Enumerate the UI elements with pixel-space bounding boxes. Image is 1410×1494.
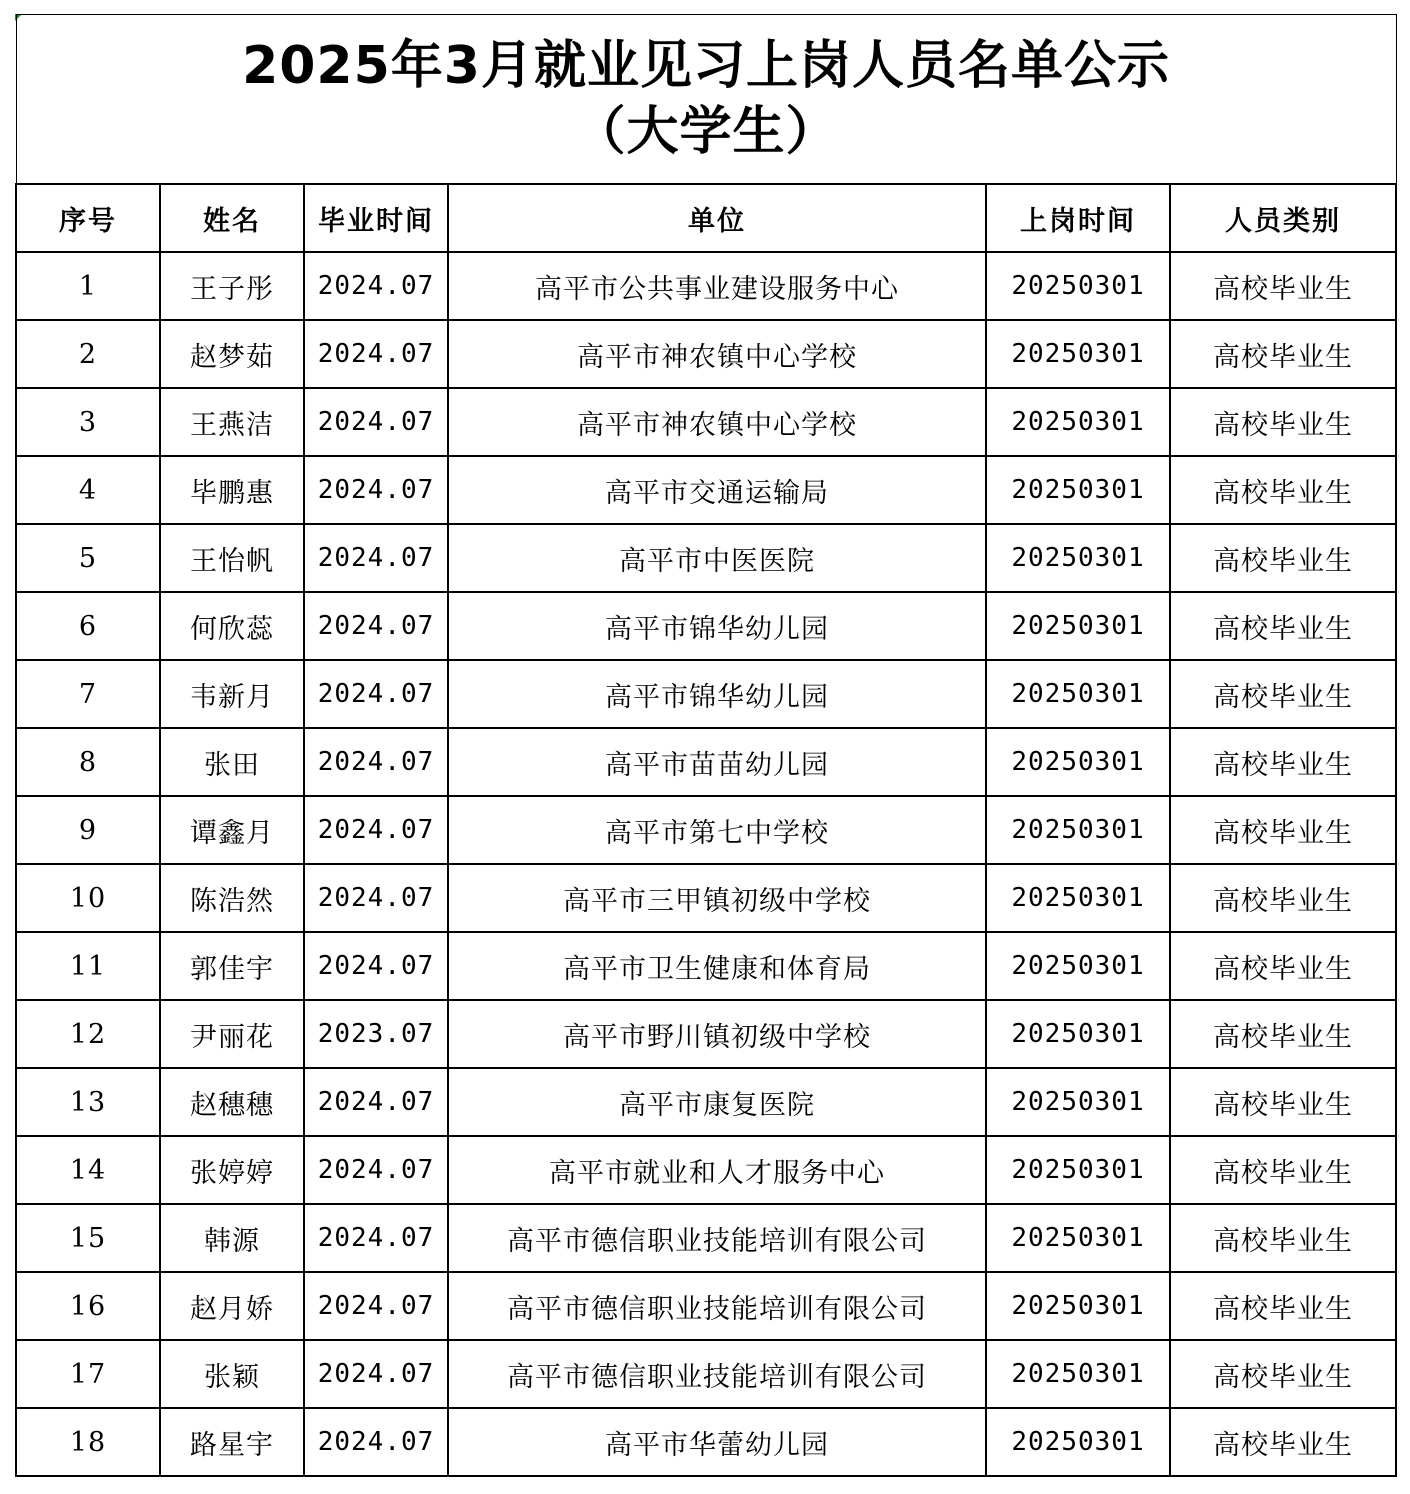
person-name: 毕鹏惠 <box>160 456 304 524</box>
table-row <box>16 932 1396 1000</box>
graduation-date: 2024.07 <box>304 456 448 524</box>
person-category: 高校毕业生 <box>1170 456 1396 524</box>
person-name: 赵梦茹 <box>160 320 304 388</box>
column-header-unit: 单位 <box>448 184 986 252</box>
person-name: 郭佳宇 <box>160 932 304 1000</box>
person-name: 赵穗穗 <box>160 1068 304 1136</box>
row-index: 11 <box>16 932 160 1000</box>
person-name: 王燕洁 <box>160 388 304 456</box>
person-category: 高校毕业生 <box>1170 1340 1396 1408</box>
row-index: 5 <box>16 524 160 592</box>
start-date: 20250301 <box>986 1000 1170 1068</box>
work-unit: 高平市苗苗幼儿园 <box>448 728 986 796</box>
person-name: 韦新月 <box>160 660 304 728</box>
row-index: 14 <box>16 1136 160 1204</box>
work-unit: 高平市卫生健康和体育局 <box>448 932 986 1000</box>
work-unit: 高平市野川镇初级中学校 <box>448 1000 986 1068</box>
graduation-date: 2024.07 <box>304 932 448 1000</box>
work-unit: 高平市华蕾幼儿园 <box>448 1408 986 1476</box>
row-index: 1 <box>16 252 160 320</box>
start-date: 20250301 <box>986 1136 1170 1204</box>
person-category: 高校毕业生 <box>1170 1272 1396 1340</box>
table-row <box>16 524 1396 592</box>
table-row <box>16 728 1396 796</box>
table-row <box>16 252 1396 320</box>
table-row <box>16 864 1396 932</box>
person-name: 张婷婷 <box>160 1136 304 1204</box>
column-header-name: 姓名 <box>160 184 304 252</box>
table-row <box>16 660 1396 728</box>
work-unit: 高平市锦华幼儿园 <box>448 592 986 660</box>
graduation-date: 2024.07 <box>304 524 448 592</box>
work-unit: 高平市德信职业技能培训有限公司 <box>448 1272 986 1340</box>
start-date: 20250301 <box>986 456 1170 524</box>
person-category: 高校毕业生 <box>1170 660 1396 728</box>
table-row <box>16 1272 1396 1340</box>
header-row <box>16 184 1396 252</box>
start-date: 20250301 <box>986 320 1170 388</box>
row-index: 7 <box>16 660 160 728</box>
person-category: 高校毕业生 <box>1170 1000 1396 1068</box>
work-unit: 高平市第七中学校 <box>448 796 986 864</box>
person-category: 高校毕业生 <box>1170 796 1396 864</box>
start-date: 20250301 <box>986 388 1170 456</box>
person-name: 张颖 <box>160 1340 304 1408</box>
start-date: 20250301 <box>986 1340 1170 1408</box>
start-date: 20250301 <box>986 728 1170 796</box>
person-category: 高校毕业生 <box>1170 320 1396 388</box>
row-index: 16 <box>16 1272 160 1340</box>
graduation-date: 2024.07 <box>304 1408 448 1476</box>
person-name: 何欣蕊 <box>160 592 304 660</box>
table-row <box>16 592 1396 660</box>
work-unit: 高平市中医医院 <box>448 524 986 592</box>
person-name: 赵月娇 <box>160 1272 304 1340</box>
column-header-graduation-date: 毕业时间 <box>304 184 448 252</box>
graduation-date: 2024.07 <box>304 660 448 728</box>
column-header-start-date: 上岗时间 <box>986 184 1170 252</box>
person-name: 王子彤 <box>160 252 304 320</box>
table-row <box>16 456 1396 524</box>
start-date: 20250301 <box>986 932 1170 1000</box>
roster-sheet <box>15 14 1395 1477</box>
row-index: 4 <box>16 456 160 524</box>
graduation-date: 2024.07 <box>304 388 448 456</box>
person-category: 高校毕业生 <box>1170 864 1396 932</box>
page-subtitle: （大学生） <box>573 102 839 162</box>
person-name: 陈浩然 <box>160 864 304 932</box>
work-unit: 高平市德信职业技能培训有限公司 <box>448 1204 986 1272</box>
graduation-date: 2024.07 <box>304 252 448 320</box>
graduation-date: 2024.07 <box>304 728 448 796</box>
table-row <box>16 1136 1396 1204</box>
graduation-date: 2024.07 <box>304 1136 448 1204</box>
row-index: 2 <box>16 320 160 388</box>
start-date: 20250301 <box>986 864 1170 932</box>
start-date: 20250301 <box>986 1408 1170 1476</box>
graduation-date: 2023.07 <box>304 1000 448 1068</box>
person-name: 谭鑫月 <box>160 796 304 864</box>
work-unit: 高平市神农镇中心学校 <box>448 320 986 388</box>
table-row <box>16 320 1396 388</box>
roster-body <box>16 252 1396 1476</box>
row-index: 10 <box>16 864 160 932</box>
graduation-date: 2024.07 <box>304 1340 448 1408</box>
start-date: 20250301 <box>986 592 1170 660</box>
person-category: 高校毕业生 <box>1170 252 1396 320</box>
person-category: 高校毕业生 <box>1170 1204 1396 1272</box>
table-row <box>16 796 1396 864</box>
column-header-index: 序号 <box>16 184 160 252</box>
page-title: 2025年3月就业见习上岗人员名单公示 <box>242 36 1170 96</box>
graduation-date: 2024.07 <box>304 1272 448 1340</box>
work-unit: 高平市交通运输局 <box>448 456 986 524</box>
person-category: 高校毕业生 <box>1170 728 1396 796</box>
title-row <box>16 15 1396 185</box>
work-unit: 高平市公共事业建设服务中心 <box>448 252 986 320</box>
graduation-date: 2024.07 <box>304 1068 448 1136</box>
person-name: 张田 <box>160 728 304 796</box>
row-index: 12 <box>16 1000 160 1068</box>
start-date: 20250301 <box>986 1204 1170 1272</box>
graduation-date: 2024.07 <box>304 592 448 660</box>
work-unit: 高平市三甲镇初级中学校 <box>448 864 986 932</box>
start-date: 20250301 <box>986 796 1170 864</box>
row-index: 3 <box>16 388 160 456</box>
table-row <box>16 388 1396 456</box>
work-unit: 高平市神农镇中心学校 <box>448 388 986 456</box>
row-index: 13 <box>16 1068 160 1136</box>
table-row <box>16 1340 1396 1408</box>
person-category: 高校毕业生 <box>1170 1136 1396 1204</box>
person-category: 高校毕业生 <box>1170 1408 1396 1476</box>
graduation-date: 2024.07 <box>304 864 448 932</box>
person-category: 高校毕业生 <box>1170 932 1396 1000</box>
person-name: 王怡帆 <box>160 524 304 592</box>
roster-table <box>15 14 1397 1477</box>
person-category: 高校毕业生 <box>1170 592 1396 660</box>
start-date: 20250301 <box>986 1068 1170 1136</box>
work-unit: 高平市德信职业技能培训有限公司 <box>448 1340 986 1408</box>
row-index: 17 <box>16 1340 160 1408</box>
table-row <box>16 1000 1396 1068</box>
table-row <box>16 1204 1396 1272</box>
row-index: 6 <box>16 592 160 660</box>
row-index: 8 <box>16 728 160 796</box>
column-header-category: 人员类别 <box>1170 184 1396 252</box>
person-name: 韩源 <box>160 1204 304 1272</box>
table-row <box>16 1068 1396 1136</box>
title-cell <box>16 15 1396 185</box>
row-index: 15 <box>16 1204 160 1272</box>
person-name: 路星宇 <box>160 1408 304 1476</box>
work-unit: 高平市锦华幼儿园 <box>448 660 986 728</box>
graduation-date: 2024.07 <box>304 796 448 864</box>
graduation-date: 2024.07 <box>304 320 448 388</box>
start-date: 20250301 <box>986 1272 1170 1340</box>
start-date: 20250301 <box>986 660 1170 728</box>
table-row <box>16 1408 1396 1476</box>
row-index: 18 <box>16 1408 160 1476</box>
start-date: 20250301 <box>986 252 1170 320</box>
work-unit: 高平市就业和人才服务中心 <box>448 1136 986 1204</box>
work-unit: 高平市康复医院 <box>448 1068 986 1136</box>
row-index: 9 <box>16 796 160 864</box>
start-date: 20250301 <box>986 524 1170 592</box>
person-category: 高校毕业生 <box>1170 1068 1396 1136</box>
person-category: 高校毕业生 <box>1170 388 1396 456</box>
graduation-date: 2024.07 <box>304 1204 448 1272</box>
person-category: 高校毕业生 <box>1170 524 1396 592</box>
person-name: 尹丽花 <box>160 1000 304 1068</box>
